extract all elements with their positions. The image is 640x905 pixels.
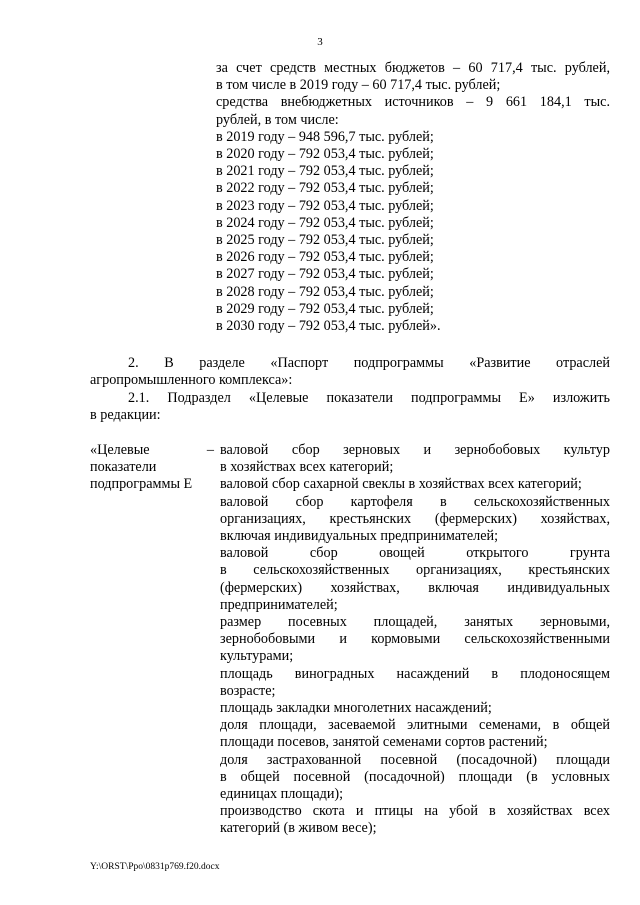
funding-year-line: в 2023 году – 792 053,4 тыс. рублей; xyxy=(216,197,434,214)
funding-line: в том числе в 2019 году – 60 717,4 тыс. рублей; xyxy=(216,77,501,94)
targets-label-line: «Целевые xyxy=(90,442,150,458)
target-line: валовой сбор овощей открытого грунта xyxy=(220,545,610,562)
page-number: 3 xyxy=(317,36,323,48)
target-line: организациях, крестьянских (фермерских) хозяйствах, xyxy=(220,510,610,527)
funding-line: рублей, в том числе: xyxy=(216,111,339,128)
funding-year-line: в 2030 году – 792 053,4 тыс. рублей». xyxy=(216,318,441,335)
section-2-paragraph xyxy=(90,355,610,389)
targets-label-line: подпрограммы Е xyxy=(90,476,193,493)
target-line: валовой сбор картофеля в сельскохозяйственных xyxy=(220,493,610,510)
funding-year-line: в 2029 году – 792 053,4 тыс. рублей; xyxy=(216,300,434,317)
target-line: в сельскохозяйственных организациях, крестьянских xyxy=(220,562,610,579)
target-line: возрасте; xyxy=(220,682,276,699)
funding-line: средства внебюджетных источников – 9 661 184,1 тыс. xyxy=(216,94,610,111)
section-2-1-paragraph xyxy=(90,390,610,424)
target-line: доля площади, засеваемой элитными семенами, в общей xyxy=(220,717,610,734)
target-line: площадь виноградных насаждений в плодоносящем xyxy=(220,665,610,682)
funding-year-line: в 2028 году – 792 053,4 тыс. рублей; xyxy=(216,283,434,300)
target-line: производство скота и птицы на убой в хозяйствах всех xyxy=(220,803,610,820)
target-line: предпринимателей; xyxy=(220,596,338,613)
target-line: доля застрахованной посевной (посадочной) площади xyxy=(220,751,610,768)
section-2-1-line: в редакции: xyxy=(90,407,161,424)
targets-label xyxy=(90,442,220,494)
funding-year-line: в 2020 году – 792 053,4 тыс. рублей; xyxy=(216,146,434,163)
target-line: включая индивидуальных предпринимателей; xyxy=(220,528,499,545)
funding-year-line: в 2024 году – 792 053,4 тыс. рублей; xyxy=(216,214,434,231)
funding-year-line: в 2026 году – 792 053,4 тыс. рублей; xyxy=(216,249,434,266)
target-line: валовой сбор зерновых и зернобобовых культур xyxy=(220,442,610,458)
funding-year-line: в 2027 году – 792 053,4 тыс. рублей; xyxy=(216,266,434,283)
target-line: зернобобовыми и кормовыми сельскохозяйственными xyxy=(220,631,610,648)
target-line: в хозяйствах всех категорий; xyxy=(220,459,394,476)
target-line: в общей посевной (посадочной) площади (в условных xyxy=(220,768,610,785)
footer-file-path: Y:\ORST\Ppo\0831p769.f20.docx xyxy=(90,862,220,872)
funding-year-line: в 2019 году – 948 596,7 тыс. рублей; xyxy=(216,128,434,145)
targets-list xyxy=(220,442,610,838)
section-2-line: агропромышленного комплекса»: xyxy=(90,372,293,389)
target-line: площадь закладки многолетних насаждений; xyxy=(220,700,492,717)
section-2-1-line: 2.1. Подраздел «Целевые показатели подпрограммы Е» изложить xyxy=(128,390,610,406)
funding-year-line: в 2022 году – 792 053,4 тыс. рублей; xyxy=(216,180,434,197)
target-line: валовой сбор сахарной свеклы в хозяйствах всех категорий; xyxy=(220,476,582,493)
target-line: (фермерских) хозяйствах, включая индивидуальных xyxy=(220,579,610,596)
funding-year-line: в 2021 году – 792 053,4 тыс. рублей; xyxy=(216,163,434,180)
target-line: культурами; xyxy=(220,648,294,665)
target-line: размер посевных площадей, занятых зерновыми, xyxy=(220,614,610,631)
section-2-line: 2. В разделе «Паспорт подпрограммы «Развитие отраслей xyxy=(128,355,610,371)
funding-block xyxy=(216,60,610,335)
label-dash: – xyxy=(206,442,214,458)
funding-year-line: в 2025 году – 792 053,4 тыс. рублей; xyxy=(216,232,434,249)
target-line: единицах площади); xyxy=(220,786,344,803)
targets-label-line: показатели xyxy=(90,459,157,476)
target-line: категорий (в живом весе); xyxy=(220,820,377,837)
funding-line: за счет средств местных бюджетов – 60 717,4 тыс. рублей, xyxy=(216,60,610,76)
target-line: площади посевов, занятой семенами сортов растений; xyxy=(220,734,548,751)
